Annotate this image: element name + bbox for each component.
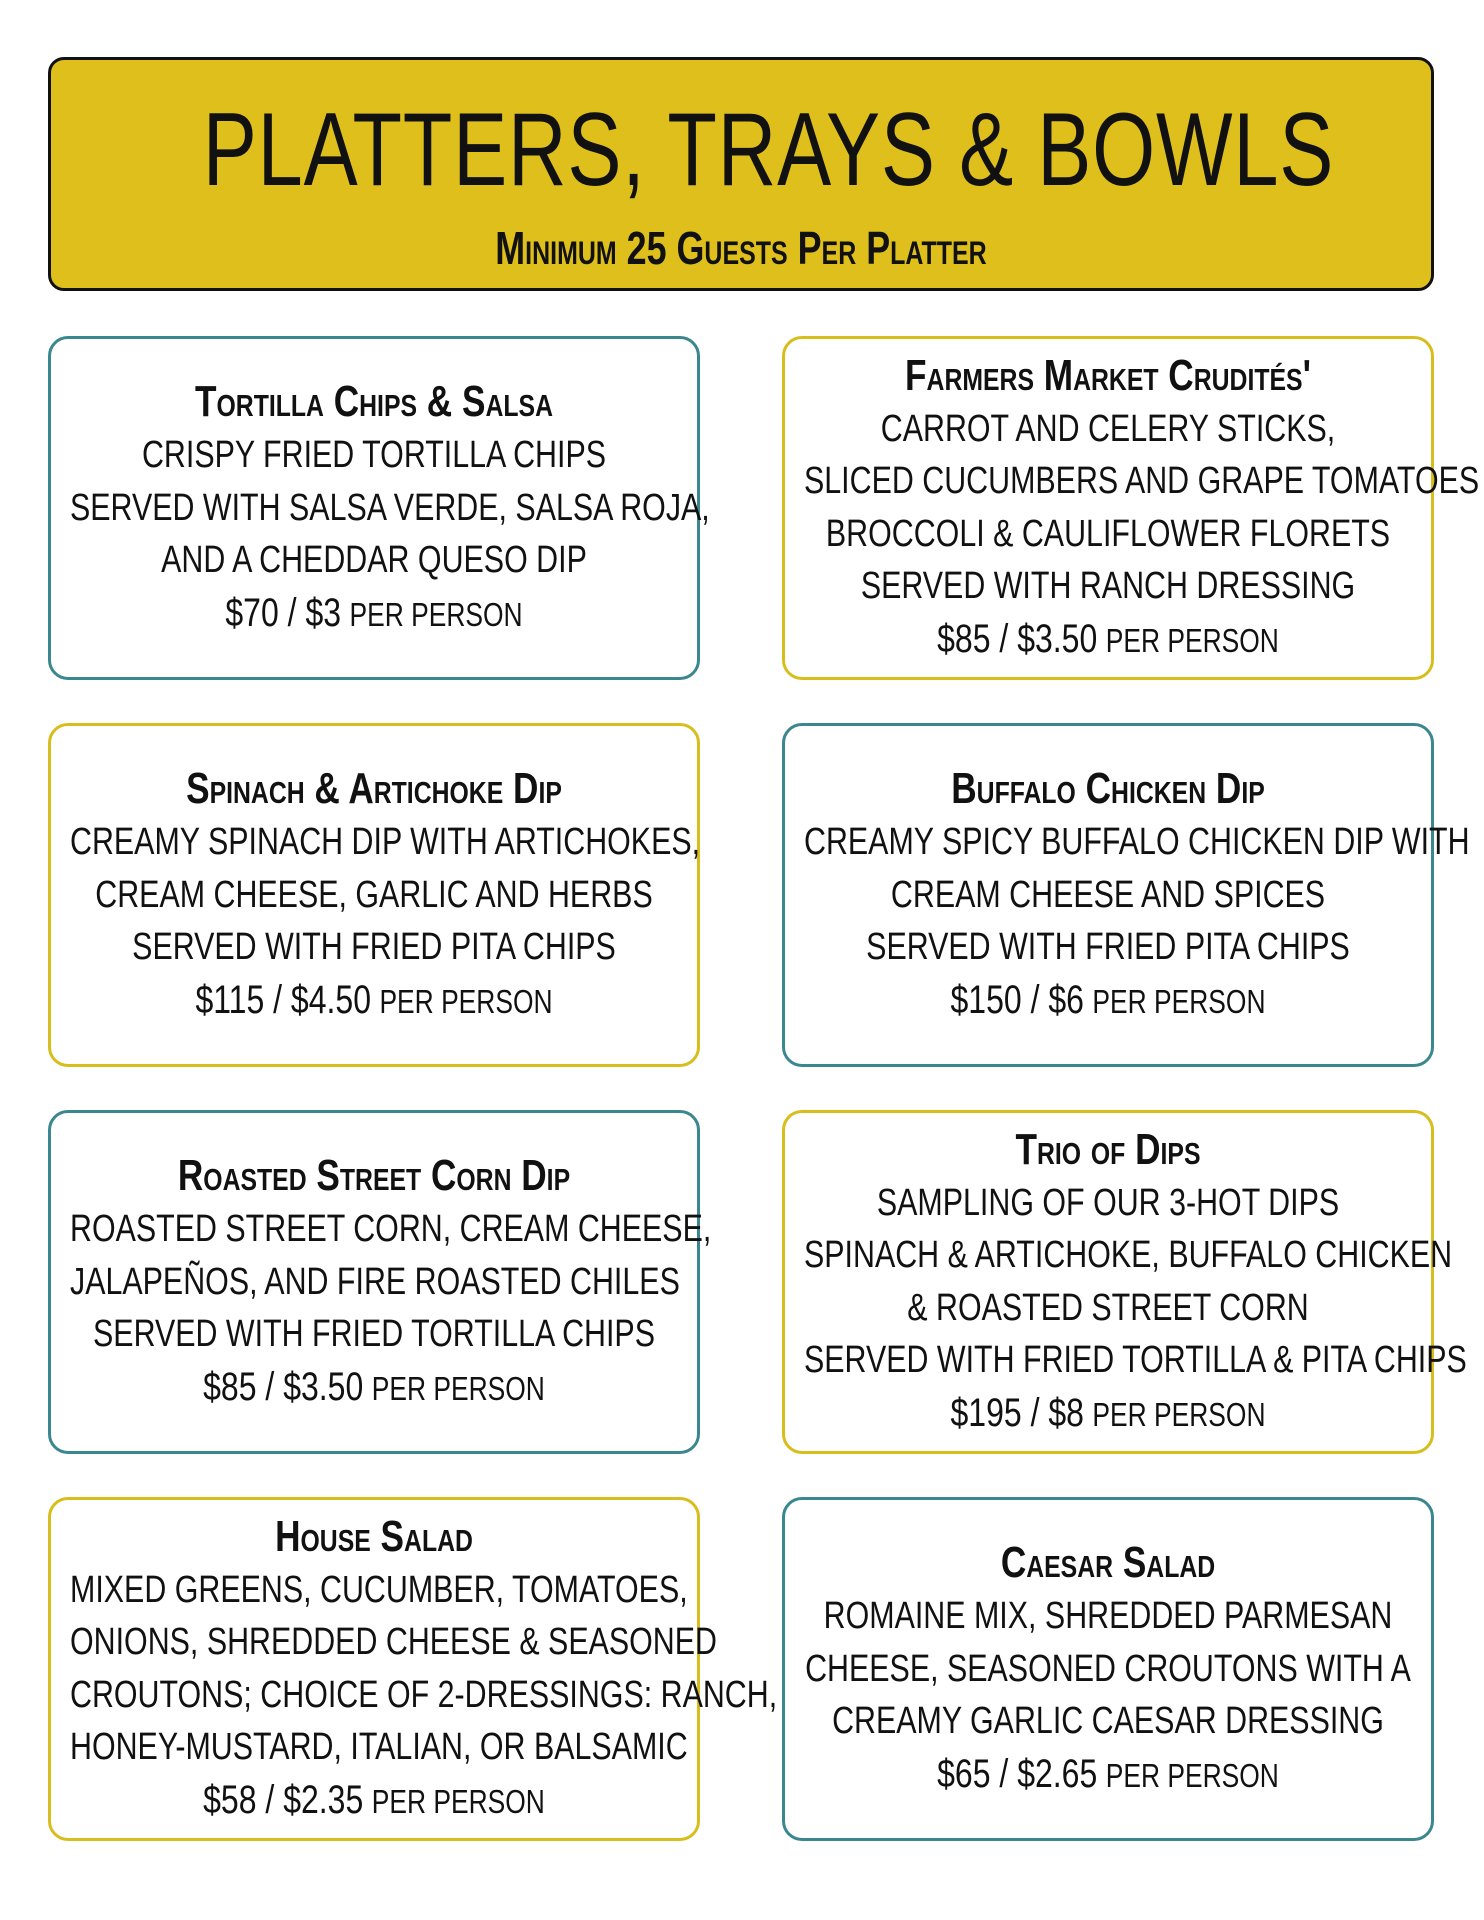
- price-value: $58 / $2.35: [203, 1777, 364, 1822]
- menu-card-spinach-artichoke-dip: [48, 723, 700, 1067]
- menu-item-title: Caesar Salad: [1000, 1538, 1216, 1587]
- menu-item-price: [804, 613, 1412, 668]
- menu-item-description-line: HONEY-MUSTARD, ITALIAN, OR BALSAMIC: [70, 1726, 688, 1769]
- menu-item-title: Spinach & Artichoke Dip: [186, 764, 562, 813]
- menu-item-description-line: SPINACH & ARTICHOKE, BUFFALO CHICKEN: [804, 1234, 1453, 1277]
- price-value: $70 / $3: [225, 590, 342, 635]
- menu-item-price: [804, 1748, 1412, 1803]
- price-suffix: PER PERSON: [349, 595, 523, 633]
- menu-item-description-line: ROASTED STREET CORN, CREAM CHEESE,: [70, 1208, 712, 1250]
- price-suffix: PER PERSON: [1092, 1395, 1266, 1433]
- menu-item-description-line: ROMAINE MIX, SHREDDED PARMESAN: [823, 1595, 1393, 1637]
- price-suffix: PER PERSON: [379, 982, 553, 1020]
- menu-item-price: [804, 974, 1412, 1029]
- menu-item-description-line: CREAMY SPINACH DIP WITH ARTICHOKES,: [70, 821, 701, 863]
- menu-item-description-line: & ROASTED STREET CORN: [907, 1286, 1309, 1329]
- menu-item-description-line: SERVED WITH FRIED PITA CHIPS: [132, 926, 616, 968]
- menu-item-description-line: ONIONS, SHREDDED CHEESE & SEASONED: [70, 1621, 717, 1664]
- price-value: $85 / $3.50: [203, 1364, 364, 1409]
- menu-item-title: Buffalo Chicken Dip: [951, 764, 1265, 813]
- menu-item-description-line: SLICED CUCUMBERS AND GRAPE TOMATOES: [804, 460, 1480, 503]
- menu-item-description-line: CARROT AND CELERY STICKS,: [880, 407, 1336, 450]
- menu-item-description-line: SERVED WITH FRIED TORTILLA CHIPS: [93, 1313, 655, 1355]
- menu-card-roasted-street-corn-dip: [48, 1110, 712, 1454]
- menu-item-description-line: SERVED WITH FRIED TORTILLA & PITA CHIPS: [804, 1339, 1467, 1382]
- menu-item-description-line: SERVED WITH RANCH DRESSING: [860, 565, 1356, 608]
- price-value: $115 / $4.50: [195, 977, 371, 1022]
- menu-card-trio-of-dips: [782, 1110, 1467, 1454]
- menu-card-house-salad: [48, 1497, 778, 1841]
- menu-card-tortilla-chips-salsa: [48, 336, 710, 680]
- price-value: $85 / $3.50: [937, 616, 1098, 661]
- menu-item-price: [70, 974, 678, 1029]
- page-title: PLATTERS, TRAYS & BOWLS: [202, 92, 1335, 208]
- menu-item-title: Roasted Street Corn Dip: [177, 1151, 571, 1200]
- menu-card-farmers-market-crudites: [782, 336, 1480, 680]
- menu-item-description-line: CREAM CHEESE AND SPICES: [890, 873, 1326, 916]
- price-suffix: PER PERSON: [371, 1782, 545, 1820]
- menu-item-title: House Salad: [275, 1511, 473, 1561]
- menu-item-price: [804, 1387, 1412, 1442]
- menu-item-description-line: CREAMY SPICY BUFFALO CHICKEN DIP WITH: [804, 821, 1470, 863]
- menu-item-title: Trio of Dips: [1015, 1124, 1201, 1174]
- menu-item-description-line: MIXED GREENS, CUCUMBER, TOMATOES,: [70, 1568, 688, 1611]
- menu-item-description-line: AND A CHEDDAR QUESO DIP: [161, 539, 587, 581]
- menu-item-price: [70, 587, 678, 642]
- menu-item-price: [70, 1774, 678, 1829]
- menu-item-description-line: SERVED WITH FRIED PITA CHIPS: [866, 926, 1350, 968]
- menu-item-description-line: CREAM CHEESE, GARLIC AND HERBS: [95, 873, 653, 916]
- page-subtitle: Minimum 25 Guests Per Platter: [495, 222, 987, 274]
- menu-item-description-line: CHEESE, SEASONED CROUTONS WITH A: [805, 1647, 1411, 1690]
- price-suffix: PER PERSON: [1092, 982, 1266, 1020]
- menu-item-description-line: CROUTONS; CHOICE OF 2-DRESSINGS: RANCH,: [70, 1673, 778, 1716]
- menu-item-title: Tortilla Chips & Salsa: [195, 377, 553, 426]
- menu-item-description-line: JALAPEÑOS, AND FIRE ROASTED CHILES: [70, 1260, 680, 1303]
- menu-item-price: [70, 1361, 678, 1416]
- price-value: $65 / $2.65: [937, 1751, 1098, 1796]
- menu-card-buffalo-chicken-dip: [782, 723, 1470, 1067]
- menu-card-caesar-salad: [782, 1497, 1434, 1841]
- menu-item-description-line: SERVED WITH SALSA VERDE, SALSA ROJA,: [70, 486, 710, 529]
- menu-item-title: Farmers Market Crudités': [905, 350, 1311, 400]
- header-banner: [48, 57, 1434, 291]
- price-value: $150 / $6: [950, 977, 1084, 1022]
- price-value: $195 / $8: [950, 1390, 1084, 1435]
- price-suffix: PER PERSON: [1105, 621, 1279, 659]
- price-suffix: PER PERSON: [371, 1369, 545, 1407]
- menu-item-description-line: CRISPY FRIED TORTILLA CHIPS: [141, 434, 607, 476]
- menu-item-description-line: SAMPLING OF OUR 3-HOT DIPS: [876, 1181, 1340, 1224]
- menu-item-description-line: CREAMY GARLIC CAESAR DRESSING: [832, 1700, 1384, 1742]
- price-suffix: PER PERSON: [1105, 1756, 1279, 1794]
- menu-item-description-line: BROCCOLI & CAULIFLOWER FLORETS: [825, 512, 1391, 555]
